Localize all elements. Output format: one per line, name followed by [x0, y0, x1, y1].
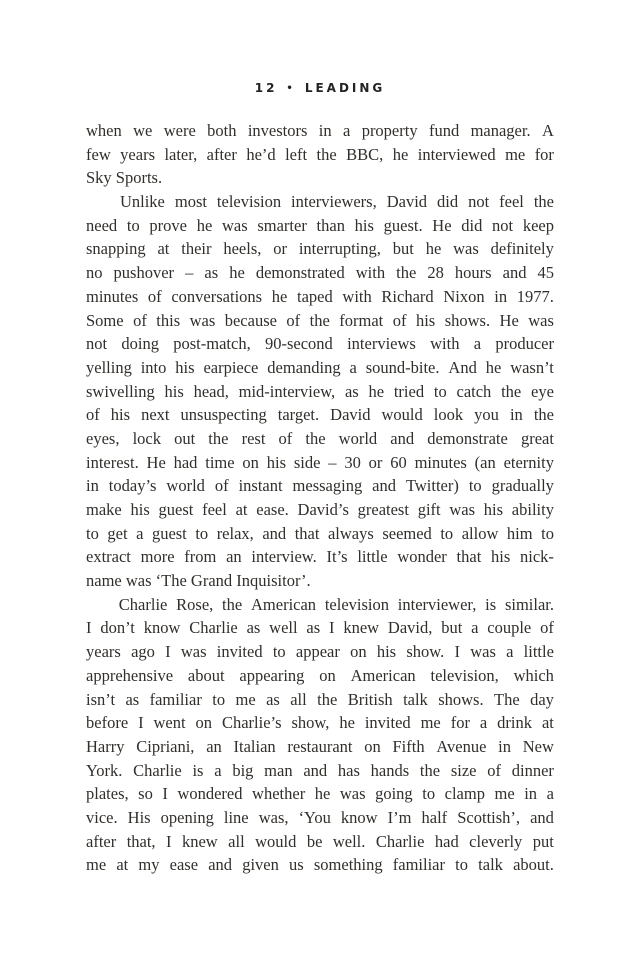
text-line: before I went on Charlie’s show, he invited me for a drink at [86, 713, 554, 733]
text-line: isn’t as familiar to me as all the British talk shows. The day [86, 689, 554, 709]
text-line: years ago I was invited to appear on his show. I was a little [86, 642, 554, 662]
paragraph [86, 593, 554, 877]
bullet-separator: • [286, 83, 296, 94]
text-line: plates, so I wondered whether he was going to clamp me in a [86, 784, 554, 804]
text-line: apprehensive about appearing on American television, which [86, 665, 554, 685]
paragraph [86, 119, 554, 190]
text-line: make his guest feel at ease. David’s greatest gift was his ability [86, 500, 554, 519]
text-line: extract more from an interview. It’s little wonder that his nick- [86, 547, 554, 567]
text-line: minutes of conversations he taped with Richard Nixon in 1977. [86, 286, 554, 306]
text-line: few years later, after he’d left the BBC, he interviewed me for [86, 144, 554, 164]
first-line-indent [86, 593, 110, 617]
text-line: of his next unsuspecting target. David would look you in the [86, 405, 554, 425]
text-line: York. Charlie is a big man and has hands the size of dinner [86, 760, 554, 780]
running-head [86, 81, 554, 95]
text-line: to get a guest to relax, and that always seemed to allow him to [86, 523, 554, 543]
text-line: interest. He had time on his side – 30 or 60 minutes (an eternity [86, 452, 554, 472]
text-line: when we were both investors in a property fund manager. A [86, 121, 554, 140]
book-title: LEADING [304, 81, 386, 95]
text-line: eyes, lock out the rest of the world and demonstrate great [86, 428, 554, 448]
text-line: snapping at their heels, or interrupting, but he was definitely [86, 239, 554, 259]
text-line: Harry Cipriani, an Italian restaurant on Fifth Avenue in New [86, 736, 554, 756]
text-line: Sky Sports. [86, 168, 163, 188]
page-number: 12 [254, 81, 278, 95]
text-line: need to prove he was smarter than his guest. He did not keep [86, 215, 554, 235]
paragraph [86, 190, 554, 593]
text-line: not doing post-match, 90-second interviews with a producer [86, 334, 554, 354]
text-line: vice. His opening line was, ‘You know I’m half Scottish’, and [86, 807, 554, 827]
first-line-indent [86, 190, 110, 214]
text-line: no pushover – as he demonstrated with the 28 hours and 45 [86, 263, 554, 283]
text-line: Unlike most television interviewers, David did not feel the [86, 190, 554, 214]
text-line: yelling into his earpiece demanding a sound-bite. And he wasn’t [86, 357, 554, 377]
text-line: name was ‘The Grand Inquisitor’. [86, 571, 311, 591]
text-line: I don’t know Charlie as well as I knew David, but a couple of [86, 618, 554, 638]
text-line: Charlie Rose, the American television interviewer, is similar. [86, 593, 554, 617]
page-body [86, 119, 554, 877]
text-line: me at my ease and given us something familiar to talk about. [86, 855, 554, 875]
text-line: Some of this was because of the format of his shows. He was [86, 310, 554, 330]
text-line: in today’s world of instant messaging and Twitter) to gradually [86, 476, 554, 496]
text-line: after that, I knew all would be well. Charlie had cleverly put [86, 831, 554, 851]
text-line: swivelling his head, mid-interview, as he tried to catch the eye [86, 381, 554, 401]
